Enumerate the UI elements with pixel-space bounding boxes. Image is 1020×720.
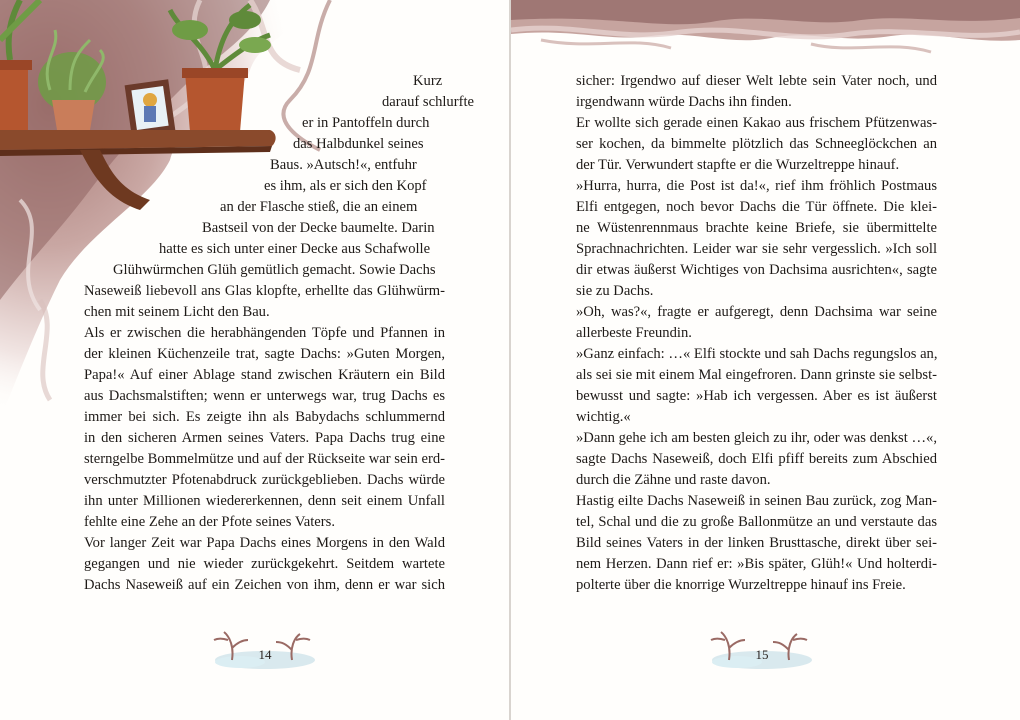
text-line: sterngelbe Bommelmütze und auf der Rückseite war sein erd- (84, 451, 445, 467)
text-line: als sei sie mit einem Mal eingefroren. Dann grinste sie selbst- (576, 367, 937, 383)
picture-frame-icon (125, 79, 176, 137)
text-line: Kurz (413, 73, 443, 89)
page-number-right: 15 (755, 647, 769, 662)
text-line: allerbeste Freundin. (576, 325, 692, 341)
text-line: irgendwann würde Dachs ihn finden. (576, 94, 792, 110)
text-line: Er wollte sich gerade einen Kakao aus frischem Pfützenwas- (576, 115, 937, 131)
text-line: ser kochen, da bimmelte plötzlich das Schneeglöckchen an (576, 136, 937, 152)
text-line: Als er zwischen die herabhängenden Töpfe und Pfannen in (84, 325, 445, 341)
text-line: »Oh, was?«, fragte er aufgeregt, denn Dachsima war seine (576, 304, 937, 320)
text-line: sie zu Dachs. (576, 283, 654, 299)
text-line: darauf schlurfte (382, 94, 474, 110)
text-line: hatte es sich unter einer Decke aus Schafwolle (159, 241, 431, 257)
text-line: ihn unter Millionen wiedererkennen, denn seit einem Unfall (84, 493, 445, 509)
text-line: bewusst und sagte: »Hab ich vergessen. Aber es ist äußerst (576, 388, 937, 404)
text-line: »Hurra, hurra, die Post ist da!«, rief ihm fröhlich Postmaus (576, 178, 937, 194)
right-page (511, 0, 1020, 720)
text-line: er in Pantoffeln durch (302, 115, 430, 131)
text-line: durch die Zähne und raste davon. (576, 472, 771, 488)
text-line: sicher: Irgendwo auf dieser Welt lebte sein Vater noch, und (576, 73, 937, 89)
text-line: das Halbdunkel seines (293, 136, 424, 152)
text-line: tel, Schal und die zu große Ballonmütze an und verstaute das (576, 514, 937, 530)
text-line: polterte über die knorrige Wurzeltreppe hinauf ins Freie. (576, 577, 906, 593)
text-line: Dachs Naseweiß auf ein Zeichen von ihm, denn er war sich (84, 577, 445, 593)
text-line: Bild seines Vaters in der linken Brusttasche, direkt über sei- (576, 535, 937, 551)
text-line: Papa!« Auf einer Ablage stand zwischen Kräutern ein Bild (84, 367, 445, 383)
text-line: Hastig eilte Dachs Naseweiß in seinen Bau zurück, zog Man- (576, 493, 937, 509)
text-line: Vor langer Zeit war Papa Dachs eines Morgens in den Wald (84, 535, 445, 551)
text-line: Naseweiß liebevoll ans Glas klopfte, erhellte das Glühwürm- (84, 283, 445, 299)
text-line: Baus. »Autsch!«, entfuhr (270, 157, 417, 173)
text-line: Elfi entgegen, noch bevor Dachs die Tür öffnete. Die klei- (576, 199, 937, 215)
text-line: sagte Dachs Naseweiß, doch Elfi pfiff bereits zum Abschied (576, 451, 937, 467)
text-line: aus Dachsmalstiften; wenn er unterwegs war, trug Dachs es (84, 388, 445, 404)
text-line: Glühwürmchen Glüh gemütlich gemacht. Sowie Dachs (113, 262, 436, 278)
text-line: »Ganz einfach: …« Elfi stockte und sah Dachs regungslos an, (576, 346, 938, 362)
text-line: immer bei sich. Es zeigte ihn als Babydachs schlummernd (84, 409, 445, 425)
text-line: gegangen und nie wieder zurückgekehrt. Seitdem wartete (84, 556, 445, 572)
text-line: nem Herzen. Dann rief er: »Bis später, Glüh!« Und holterdi- (576, 556, 937, 572)
text-line: chen mit seinem Licht den Bau. (84, 304, 270, 320)
text-line: ne Wüstenrennmaus brachte keine Briefe, sie übermittelte (576, 220, 937, 236)
text-line: Bastseil von der Decke baumelte. Darin (202, 220, 435, 236)
text-line: »Dann gehe ich am besten gleich zu ihr, oder was denkst …«, (576, 430, 937, 446)
text-line: an der Flasche stieß, die an einem (220, 199, 418, 215)
text-line: verschmutzter Pfotenabdruck zurückgeblieben. Dachs würde (84, 472, 445, 488)
text-line: Sprachnachrichten. Leider war sie sehr vergesslich. »Ich soll (576, 241, 937, 257)
text-line: in den sicheren Armen seines Vaters. Papa Dachs trug eine (84, 430, 445, 446)
text-line: fehlte eine Zehe an der Pfote seines Vaters. (84, 514, 335, 530)
text-line: dir etwas äußerst Wichtiges von Dachsima ausrichten«, sagte (576, 262, 937, 278)
page-number-left: 14 (258, 647, 272, 662)
text-line: der Tür. Verwundert stapfte er die Wurzeltreppe hinauf. (576, 157, 900, 173)
text-line: wichtig.« (576, 409, 631, 425)
text-line: der kleinen Küchenzeile trat, sagte Dachs: »Guten Morgen, (84, 346, 445, 362)
text-line: es ihm, als er sich den Kopf (264, 178, 427, 194)
